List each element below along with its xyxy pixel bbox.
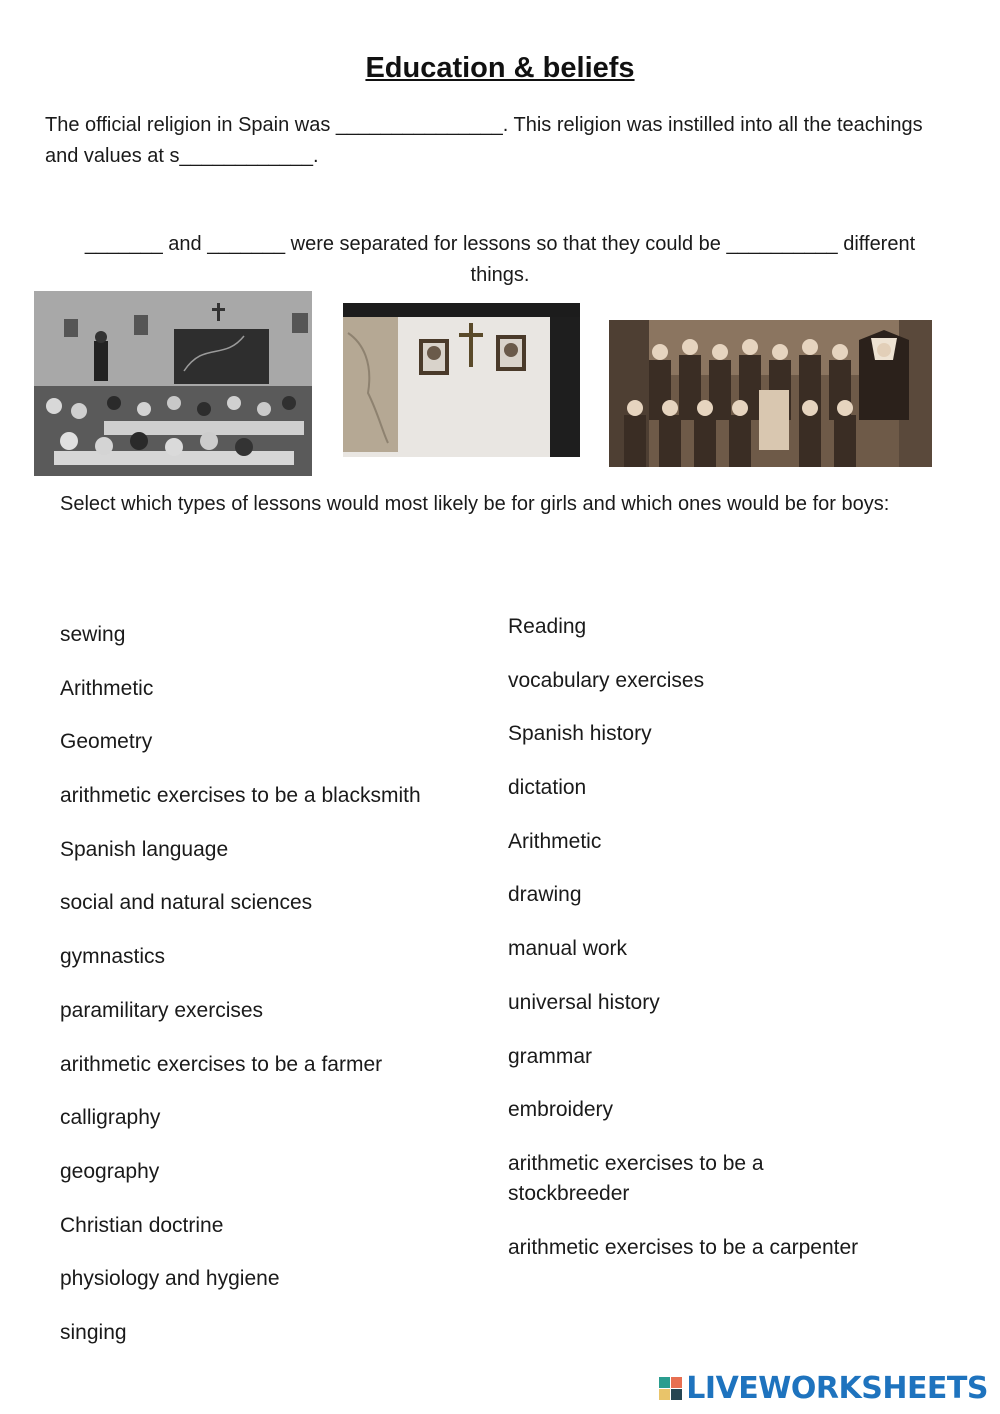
separation-paragraph [60, 229, 940, 291]
lesson-item[interactable]: calligraphy [60, 1106, 161, 1130]
gender-blank-2[interactable]: _______ [207, 233, 286, 255]
lesson-item[interactable]: sewing [60, 623, 126, 646]
school-blank[interactable]: s____________ [169, 145, 314, 167]
lesson-item[interactable]: embroidery [508, 1098, 614, 1122]
lesson-item[interactable]: universal history [508, 990, 660, 1014]
lesson-item[interactable]: arithmetic exercises to be a blacksmith [60, 784, 421, 808]
lesson-item[interactable]: drawing [508, 883, 582, 907]
para2-text-middle: were separated for lessons so that they could be [285, 233, 727, 255]
lesson-item[interactable]: vocabulary exercises [508, 668, 705, 692]
lesson-item[interactable]: Christian doctrine [60, 1213, 224, 1237]
lesson-item[interactable]: paramilitary exercises [60, 998, 264, 1022]
lesson-item[interactable]: Geometry [60, 730, 153, 754]
lesson-item[interactable]: manual work [508, 937, 628, 961]
para1-text: The official religion in Spain was [45, 114, 336, 136]
para2-and: and [162, 233, 208, 255]
logo-icon [659, 1377, 682, 1400]
para1-text-end: . [313, 145, 319, 167]
taught-blank[interactable]: __________ [726, 233, 838, 255]
logo-square-2 [671, 1377, 682, 1388]
lesson-item[interactable]: physiology and hygiene [60, 1267, 280, 1291]
classroom-photo [34, 291, 312, 476]
lesson-item[interactable]: Spanish language [60, 837, 229, 861]
liveworksheets-logo [659, 1371, 988, 1406]
religion-paragraph [45, 110, 945, 172]
wall-portraits-photo [343, 303, 580, 457]
lesson-item[interactable]: arithmetic exercises to be a carpenter [508, 1235, 859, 1259]
lesson-list-right [508, 612, 928, 1286]
lesson-item[interactable]: singing [60, 1320, 127, 1344]
lesson-item[interactable]: Arithmetic [508, 829, 602, 853]
logo-square-3 [659, 1389, 670, 1400]
lesson-item[interactable]: arithmetic exercises to be a stockbreeder [508, 1151, 764, 1205]
logo-square-1 [659, 1377, 670, 1388]
religion-blank[interactable]: _______________ [335, 114, 503, 136]
lesson-item[interactable]: geography [60, 1159, 160, 1183]
para1-text-middle: . This religion was instilled into all the teachings and values at [45, 114, 923, 167]
instruction-text: Select which types of lessons would most likely be for girls and which ones would be for boys: [60, 493, 890, 515]
para2-text-end: different things. [470, 233, 916, 286]
lesson-item[interactable]: Reading [508, 615, 587, 638]
lesson-list-left [60, 620, 480, 1372]
lesson-item[interactable]: gymnastics [60, 945, 166, 969]
lesson-item[interactable]: arithmetic exercises to be a farmer [60, 1052, 383, 1076]
logo-text: LIVEWORKSHEETS [686, 1371, 988, 1406]
girls-group-photo [609, 320, 932, 467]
lesson-item[interactable]: grammar [508, 1044, 593, 1068]
page-title: Education & beliefs [365, 52, 635, 84]
logo-square-4 [671, 1389, 682, 1400]
lesson-item[interactable]: Arithmetic [60, 676, 154, 700]
lesson-item[interactable]: dictation [508, 776, 587, 800]
lesson-item[interactable]: social and natural sciences [60, 891, 313, 915]
lesson-item[interactable]: Spanish history [508, 722, 652, 746]
gender-blank-1[interactable]: _______ [84, 233, 163, 255]
